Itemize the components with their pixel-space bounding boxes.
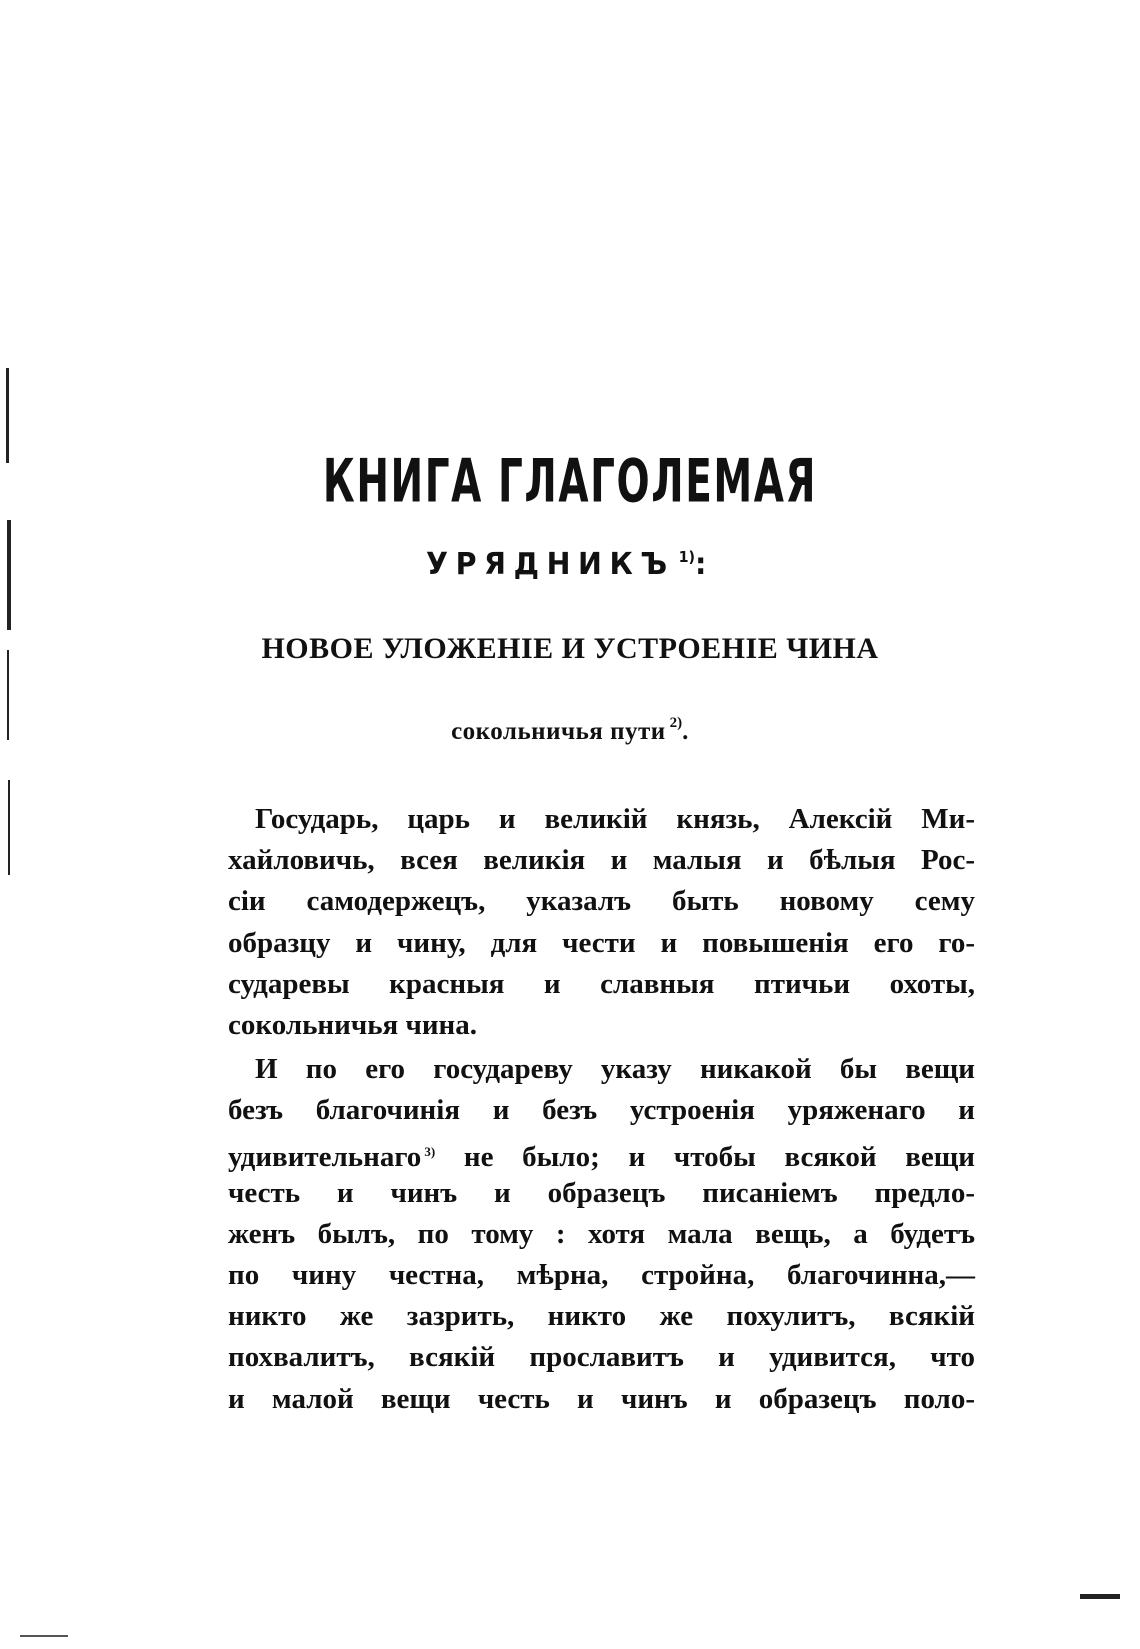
text-line: И по его государеву указу никакой бы вещи <box>255 1053 975 1085</box>
text-line: и малой вещи честь и чинъ и образецъ поло- <box>228 1382 975 1415</box>
scan-edge-mark <box>20 1635 68 1637</box>
paragraph-2 <box>228 1049 975 1420</box>
text-line: безъ благочинія и безъ устроенія уряженаго и <box>228 1094 975 1127</box>
subtitle-punctuation: : <box>694 547 714 582</box>
text-line <box>228 1131 975 1172</box>
text-line: сокольничья чина. <box>228 1008 477 1041</box>
text-line: похвалитъ, всякій прославитъ и удивится, что <box>228 1341 975 1374</box>
section-subtitle-text: сокольничья пути <box>451 718 666 745</box>
text-line: хайловичь, всея великія и малыя и бѣлыя Рос- <box>228 844 975 877</box>
text-line: честь и чинъ и образецъ писаніемъ предло- <box>228 1176 975 1209</box>
footnote-marker: 1) <box>678 548 695 566</box>
section-subtitle-punctuation: . <box>682 718 689 745</box>
text-line: женъ былъ, по тому : хотя мала вещь, а будетъ <box>228 1217 975 1250</box>
section-title: НОВОЕ УЛОЖЕНІЕ И УСТРОЕНІЕ ЧИНА <box>261 632 879 665</box>
text-line: никто же зазрить, никто же похулитъ, всякій <box>228 1300 975 1333</box>
scan-edge-mark <box>8 780 10 875</box>
footnote-marker: 2) <box>669 715 683 731</box>
subtitle-text: УРЯДНИКЪ <box>426 547 675 582</box>
paragraph-1 <box>228 799 975 1046</box>
text-segment: не было; и чтобы всякой вещи <box>463 1141 975 1174</box>
scan-edge-mark <box>6 368 9 463</box>
page-title: КНИГА ГЛАГОЛЕМАЯ <box>322 446 818 516</box>
text-line: сударевы красныя и славныя птичьи охоты, <box>228 967 975 1000</box>
scan-edge-mark <box>1080 1594 1120 1599</box>
text-line: Государь, царь и великій князь, Алексій Ми- <box>255 803 975 835</box>
scan-edge-mark <box>7 520 11 630</box>
text-line: образцу и чину, для чести и повышенія его го- <box>228 926 975 959</box>
page-subtitle <box>29 547 1112 582</box>
section-subtitle <box>0 715 1140 746</box>
text-segment: удивительнаго <box>228 1141 422 1174</box>
footnote-marker: 3) <box>424 1144 436 1160</box>
text-line: по чину честна, мѣрна, стройна, благочинна,— <box>228 1258 975 1291</box>
text-line: сіи самодержецъ, указалъ быть новому сему <box>228 885 975 918</box>
